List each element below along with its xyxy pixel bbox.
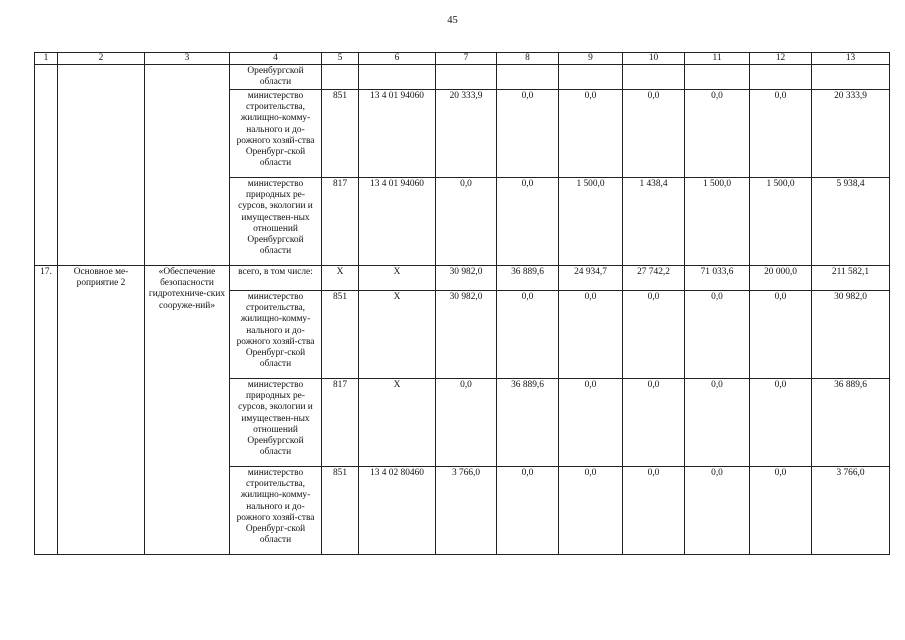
- value-cell: 0,0: [436, 379, 497, 467]
- org-cell: министерство природных ре-сурсов, экологии и имуществен-ных отношений Оренбургской области: [230, 379, 322, 467]
- value-cell: 0,0: [750, 90, 812, 178]
- value-cell: 0,0: [750, 291, 812, 379]
- value-cell: 0,0: [497, 467, 559, 555]
- value-cell: 1 438,4: [623, 178, 685, 266]
- header-cell: 11: [685, 53, 750, 65]
- row-number-cell: 17.: [35, 266, 58, 555]
- grbs-code-cell: 817: [322, 178, 359, 266]
- value-cell: 0,0: [497, 90, 559, 178]
- total-cell: 211 582,1: [812, 266, 890, 291]
- total-cell: 5 938,4: [812, 178, 890, 266]
- header-cell: 2: [58, 53, 145, 65]
- value-cell: 0,0: [750, 467, 812, 555]
- value-cell: 1 500,0: [685, 178, 750, 266]
- value-cell: 20 000,0: [750, 266, 812, 291]
- csr-code-cell: 13 4 01 94060: [359, 90, 436, 178]
- grbs-code-cell: 817: [322, 379, 359, 467]
- total-cell: 20 333,9: [812, 90, 890, 178]
- csr-code-cell: X: [359, 266, 436, 291]
- header-cell: 4: [230, 53, 322, 65]
- header-cell: 9: [559, 53, 623, 65]
- value-cell: 0,0: [559, 90, 623, 178]
- value-cell: 0,0: [685, 467, 750, 555]
- header-cell: 3: [145, 53, 230, 65]
- header-cell: 6: [359, 53, 436, 65]
- table-row: [35, 266, 890, 291]
- empty-cell: [35, 65, 58, 266]
- value-cell: 0,0: [685, 379, 750, 467]
- csr-code-cell: 13 4 01 94060: [359, 178, 436, 266]
- header-cell: 12: [750, 53, 812, 65]
- value-cell: 71 033,6: [685, 266, 750, 291]
- org-cell: Оренбургской области: [230, 65, 322, 90]
- value-cell: 0,0: [750, 379, 812, 467]
- header-cell: 13: [812, 53, 890, 65]
- value-cell: 1 500,0: [559, 178, 623, 266]
- value-cell: 0,0: [497, 178, 559, 266]
- org-cell: министерство строительства, жилищно-комму-нального и до-рожного хозяй-ства Оренбург-ской области: [230, 291, 322, 379]
- value-cell: 30 982,0: [436, 266, 497, 291]
- grbs-code-cell: X: [322, 266, 359, 291]
- value-cell: 24 934,7: [559, 266, 623, 291]
- value-cell: 0,0: [685, 90, 750, 178]
- value-cell: 0,0: [497, 291, 559, 379]
- value-cell: 3 766,0: [436, 467, 497, 555]
- table-row: [35, 65, 890, 90]
- value-cell: 1 500,0: [750, 178, 812, 266]
- header-cell: 7: [436, 53, 497, 65]
- value-cell: 0,0: [685, 291, 750, 379]
- value-cell: 0,0: [559, 291, 623, 379]
- value-cell: 0,0: [623, 291, 685, 379]
- value-cell: 0,0: [623, 467, 685, 555]
- value-cell: 27 742,2: [623, 266, 685, 291]
- page-number: 45: [447, 15, 458, 26]
- empty-cell: [145, 65, 230, 266]
- csr-code-cell: 13 4 02 80460: [359, 467, 436, 555]
- header-cell: 10: [623, 53, 685, 65]
- value-cell: 30 982,0: [436, 291, 497, 379]
- org-cell: министерство строительства, жилищно-комму-нального и до-рожного хозяй-ства Оренбург-ской области: [230, 467, 322, 555]
- empty-cell: [58, 65, 145, 266]
- value-cell: 0,0: [623, 379, 685, 467]
- csr-code-cell: X: [359, 291, 436, 379]
- grbs-code-cell: 851: [322, 467, 359, 555]
- value-cell: 36 889,6: [497, 266, 559, 291]
- activity-type-cell: Основное ме-роприятие 2: [58, 266, 145, 555]
- column-number-row: [35, 53, 890, 65]
- value-cell: 20 333,9: [436, 90, 497, 178]
- value-cell: 0,0: [436, 178, 497, 266]
- header-cell: 5: [322, 53, 359, 65]
- total-cell: 3 766,0: [812, 467, 890, 555]
- total-cell: 30 982,0: [812, 291, 890, 379]
- value-cell: 0,0: [559, 467, 623, 555]
- org-cell: министерство природных ре-сурсов, экологии и имуществен-ных отношений Оренбургской области: [230, 178, 322, 266]
- activity-name-cell: «Обеспечение безопасности гидротехниче-ских сооруже-ний»: [145, 266, 230, 555]
- value-cell: 0,0: [559, 379, 623, 467]
- header-cell: 8: [497, 53, 559, 65]
- grbs-code-cell: 851: [322, 291, 359, 379]
- value-cell: 36 889,6: [497, 379, 559, 467]
- org-cell: всего, в том числе:: [230, 266, 322, 291]
- budget-table: [34, 52, 890, 555]
- org-cell: министерство строительства, жилищно-комму-нального и до-рожного хозяй-ства Оренбург-ской области: [230, 90, 322, 178]
- csr-code-cell: X: [359, 379, 436, 467]
- value-cell: 0,0: [623, 90, 685, 178]
- total-cell: 36 889,6: [812, 379, 890, 467]
- grbs-code-cell: 851: [322, 90, 359, 178]
- header-cell: 1: [35, 53, 58, 65]
